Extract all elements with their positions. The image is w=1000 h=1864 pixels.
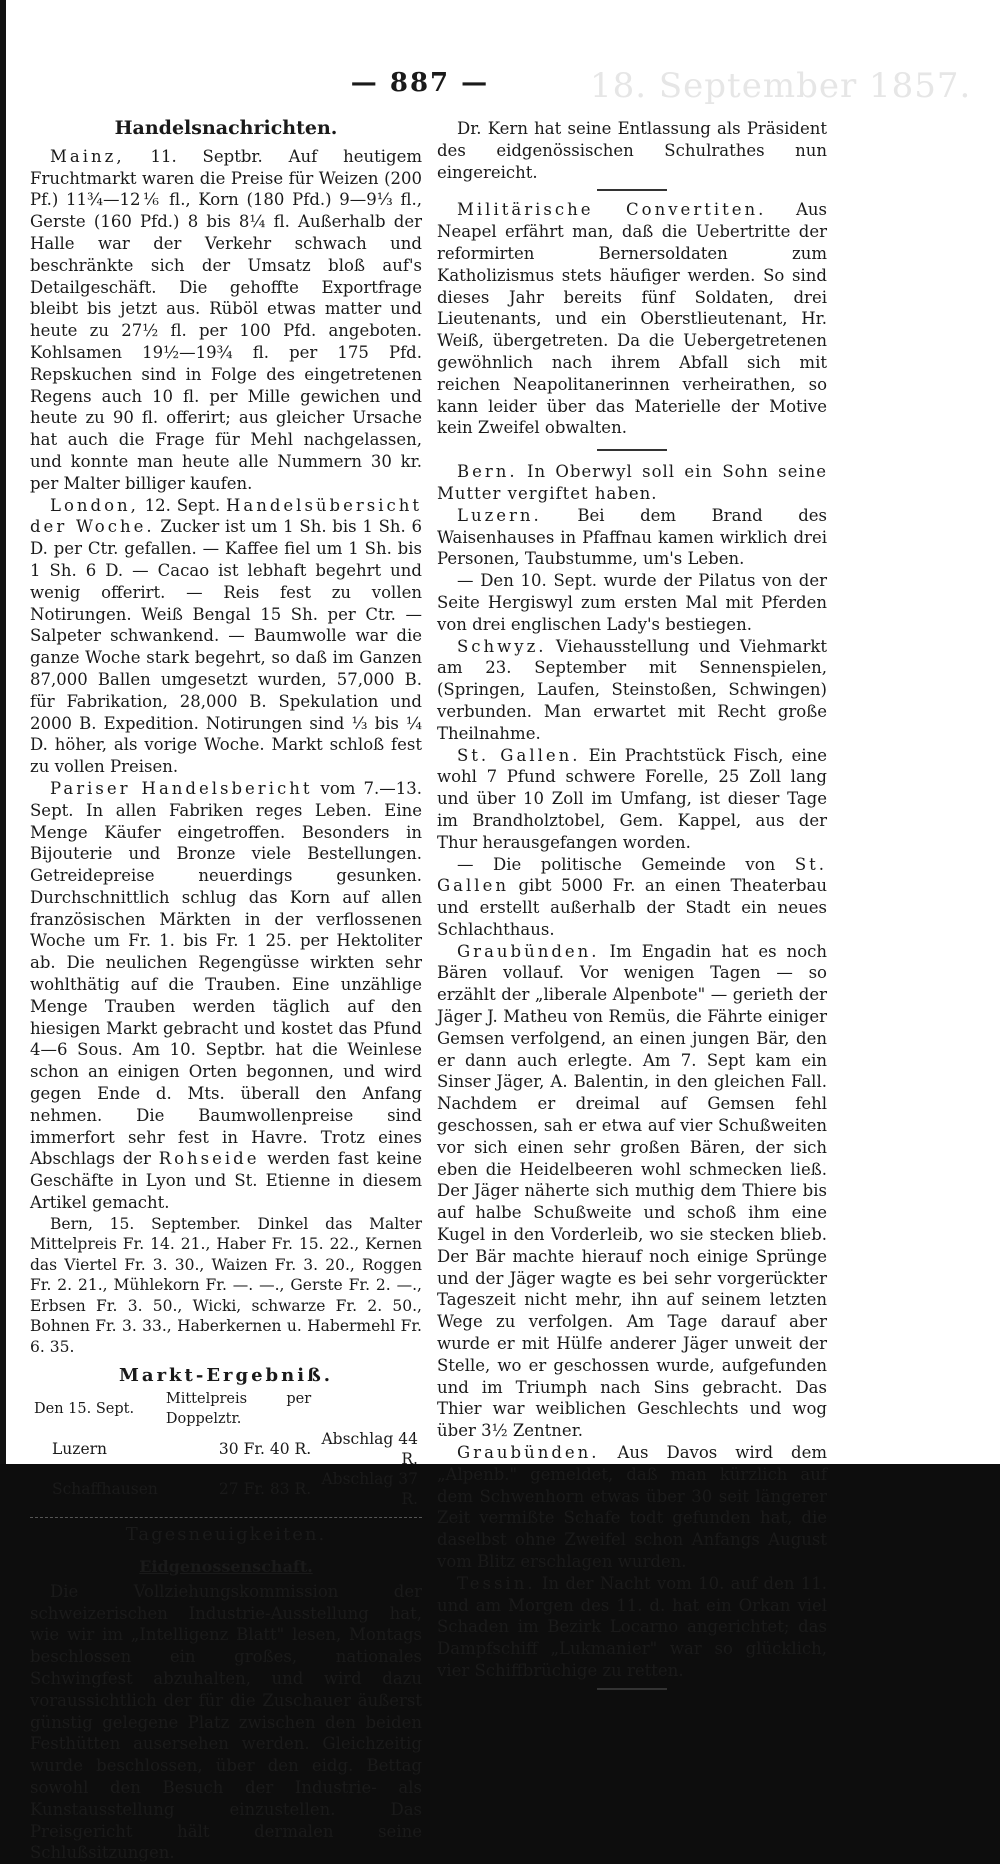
divider xyxy=(30,1517,422,1518)
article-london xyxy=(30,495,422,778)
paris-title: Pariser Handelsbericht xyxy=(50,778,313,798)
place-london: London, xyxy=(50,495,139,515)
market-header-row xyxy=(30,1389,422,1429)
market-header-date: Den 15. Sept. xyxy=(34,1401,135,1418)
article-schwyz xyxy=(437,636,827,745)
divider xyxy=(597,449,667,451)
st-gallen-2-start: — Die politische Gemeinde von xyxy=(457,854,795,874)
article-st-gallen-2 xyxy=(437,854,827,941)
paris-text-end: werden fast keine Geschäfte in Lyon und St. Etienne in diesem Artikel gemacht. xyxy=(30,1149,422,1213)
place-graubuenden: Graubünden. xyxy=(457,941,600,961)
heading-daily-news: Tagesneuigkeiten. xyxy=(125,1524,327,1546)
st-gallen-text: Ein Prachtstück Fisch, eine wohl 7 Pfund schwere Forelle, 25 Zoll lang und über 10 Zoll im Umfang, ist dieser Tage im Brandholztobel, Gem. Kappel, aus der Thur herausgefangen worden. xyxy=(437,745,827,852)
page-number: — 887 — xyxy=(350,68,490,98)
place-st-gallen: St. Gallen. xyxy=(457,745,581,765)
place-tessin: Tessin. xyxy=(457,1573,536,1593)
graubuenden-2-text: Aus Davos wird dem „Alpenb." gemeldet, daß man kürzlich auf dem Schwenhorn etwas über 30 seit längerer Zeit vermißte Schafe todt gefunden hat, die daselbst ohne Zweifel schon Anfangs August vom Blitz erschlagen wurden. xyxy=(437,1443,827,1571)
heading-trade-news: Handelsnachrichten. xyxy=(114,117,338,139)
divider xyxy=(597,1688,667,1690)
market-change: Abschlag 44 R. xyxy=(321,1430,418,1469)
tessin-text: In der Nacht vom 10. auf den 11. und am Morgen des 11. d. hat ein Orkan viel Schaden im Bezirk Locarno angerichtet; das Dampfschiff „Lukmanier" war so glücklich, vier Schiffbrüchige zu retten. xyxy=(437,1573,827,1680)
schwyz-text: Viehausstellung und Viehmarkt am 23. September mit Sennenspielen, (Springen, Laufen, Steinstoßen, Schwingen) verbunden. Man erwartet mit Recht große Theilnahme. xyxy=(437,636,827,743)
article-graubuenden-1 xyxy=(437,941,827,1442)
market-price: 30 Fr. 40 R. xyxy=(218,1440,312,1459)
market-place: Luzern xyxy=(52,1440,108,1459)
military-title: Militärische Convertiten. xyxy=(457,200,767,220)
right-column xyxy=(437,118,827,1700)
bleed-through-header: 18. September 1857. xyxy=(590,66,972,106)
article-graubuenden-2 xyxy=(437,1442,827,1573)
table-row xyxy=(30,1469,422,1509)
article-confederation: Die Vollziehungskommission der schweizerischen Industrie-Ausstellung hat, wie wir im „Intelligenz Blatt" lesen, Montags beschlossen ein großes, nationales Schwingfest abzuhalten, und wird dazu voraussichtlich der für die Zuschauer äußerst günstig gelegene Platz zwischen den beiden Festhütten ausersehen werden. Gleichzeitig wurde beschlossen, über den eidg. Bettag sowohl den Besuch der Industrie- als Kunstausstellung einzustellen. Das Preisgericht hält dermalen seine Schlußsitzungen. xyxy=(30,1581,422,1863)
article-bern-prices: Bern, 15. September. Dinkel das Malter Mittelpreis Fr. 14. 21., Haber Fr. 15. 22., Kernen das Viertel Fr. 3. 30., Waizen Fr. 3. 20., Roggen Fr. 2. 21., Mühlekorn Fr. —. —., Gerste Fr. 2. —., Erbsen Fr. 3. 50., Wicki, schwarze Fr. 2. 50., Bohnen Fr. 3. 33., Haberkernen u. Habermehl Fr. 6. 35. xyxy=(30,1214,422,1356)
london-date: 12. Sept. xyxy=(138,495,226,515)
article-bern xyxy=(437,461,827,505)
place-mainz: Mainz, xyxy=(50,146,125,166)
st-gallen-2-end: gibt 5000 Fr. an einen Theaterbau und erstellt außerhalb der Stadt ein neues Schlachthaus. xyxy=(437,876,827,939)
graubuenden-1-text: Im Engadin hat es noch Bären vollauf. Vor wenigen Tagen — so erzählt der „liberale Alpenbote" — gerieth der Jäger J. Matheu von Remüs, die Fährte einiger Gemsen verfolgend, an einen jungen Bär, den er dann auch erlegte. Am 7. Sept kam ein Sinser Jäger, A. Balentin, in den gleichen Fall. Nachdem er dreimal auf Gemsen fehl geschossen, sah er etwa auf vier Schußweiten vor sich einen sehr großen Bären, der sich eben die Heidelbeeren wohl schmecken ließ. Der Jäger näherte sich muthig dem Thiere bis auf halbe Schußweite und schoß ihm eine Kugel in den Vorderleib, wo sie stecken blieb. Der Bär machte hierauf noch einige Sprünge und der Jäger wagte es bei sehr vorgerückter Tageszeit nicht mehr, ihn auf seinem letzten Wege zu verfolgen. Am Tage darauf aber wurde er mit Hülfe anderer Jäger unweit der Stelle, wo er geschossen wurde, aufgefunden und im Triumph nach Sins gebracht. Das Thier war weiblichen Geschlechts und wog über 3½ Zentner. xyxy=(437,941,827,1441)
london-title: Handelsübersicht der Woche. xyxy=(30,495,422,537)
place-bern: Bern. xyxy=(457,462,518,482)
scan-edge xyxy=(0,0,6,1464)
article-kern: Dr. Kern hat seine Entlassung als Präsident des eidgenössischen Schulrathes nun eingereicht. xyxy=(437,119,827,182)
mainz-text: 11. Septbr. Auf heutigem Fruchtmarkt waren die Preise für Weizen (200 Pf.) 11¾—12⅙ fl., Korn (180 Pfd.) 9—9⅓ fl., Gerste (160 Pfd.) 8 bis 8¼ fl. Außerhalb der Halle war der Verkehr schwach und beschränkte sich der Umsatz bloß auf's Detailgeschäft. Die gehoffte Exportfrage bleibt bis jetzt aus. Rüböl etwas matter und heute zu 27½ fl. per 100 Pfd. angeboten. Kohlsamen 19½—19¾ fl. per 175 Pfd. Repskuchen sind in Folge des eingetretenen Regens auch 10 fl. per Mille gewichen und heute zu 90 fl. offerirt; aus gleicher Ursache hat auch die Frage für Mehl nachgelassen, und konnte man heute alle Nummern 30 kr. per Malter billiger kaufen. xyxy=(30,146,422,493)
luzern-text: Bei dem Brand des Waisenhauses in Pfaffnau kamen wirklich drei Personen, Taubstumme, um's Leben. xyxy=(437,505,827,569)
place-luzern: Luzern. xyxy=(457,505,542,525)
article-st-gallen xyxy=(437,745,827,854)
bern-text: In Oberwyl soll ein Sohn seine Mutter vergiftet haben. xyxy=(437,462,827,503)
london-text: Zucker ist um 1 Sh. bis 1 Sh. 6 D. per Ctr. gefallen. — Kaffee fiel um 1 Sh. bis 1 Sh. 6 D. — Cacao ist lebhaft begehrt und wenig offerirt. — Reis fest zu vollen Notirungen. Weiß Bengal 15 Sh. per Ctr. — Salpeter schwankend. — Baumwolle war die ganze Woche stark begehrt, so daß im Ganzen 87,000 Ballen umgesetzt wurden, 57,000 B. für Fabrikation, 28,000 B. Spekulation und 2000 B. Expedition. Notirungen sind ⅓ bis ¼ D. höher, als vorige Woche. Markt schloß fest zu vollen Preisen. xyxy=(30,517,422,777)
market-header-change xyxy=(315,1389,422,1429)
paris-spaced-word: Rohseide xyxy=(158,1149,260,1169)
article-military-converts xyxy=(437,199,827,439)
market-result-title: Markt-Ergebniß. xyxy=(118,1365,334,1387)
divider xyxy=(597,189,667,191)
military-text: Aus Neapel erfährt man, daß die Uebertritte der reformirten Bernersoldaten zum Katholizismus stets häufiger werden. So sind dieses Jahr bereits fünf Soldaten, drei Lieutenants, und ein Oberstlieutenant, Hr. Weiß, übergetreten. Da die Uebergetretenen gewöhnlich nach ihrem Abfall sich mit reichen Neapolitanerinnen verheirathen, so kann leider über das Materielle der Motive kein Zweifel obwalten. xyxy=(437,200,827,438)
market-price: 27 Fr. 83 R. xyxy=(218,1480,312,1499)
article-tessin xyxy=(437,1573,827,1682)
article-mainz xyxy=(30,146,422,495)
left-column xyxy=(30,118,422,1864)
market-change: Abschlag 37 R. xyxy=(321,1470,418,1509)
place-schwyz: Schwyz. xyxy=(457,636,547,656)
market-table xyxy=(30,1389,422,1509)
market-header-price: Mittelpreis per Doppelztr. xyxy=(165,1391,312,1428)
market-place: Schaffhausen xyxy=(52,1480,158,1499)
place-graubuenden: Graubünden. xyxy=(457,1443,600,1463)
article-pilatus: — Den 10. Sept. wurde der Pilatus von der Seite Hergiswyl zum ersten Mal mit Pferden von drei englischen Lady's bestiegen. xyxy=(437,571,827,634)
article-paris xyxy=(30,778,422,1214)
heading-confederation: Eidgenossenschaft. xyxy=(139,1556,313,1576)
table-row xyxy=(30,1429,422,1469)
st-gallen-2-spaced: St. Gallen xyxy=(437,854,827,896)
paris-text: vom 7.—13. Sept. In allen Fabriken reges Leben. Eine Menge Käufer eingetroffen. Besonders in Bijouterie und Bronze viele Bestellungen. Getreidepreise neuerdings gesunken. Durchschnittlich schlug das Korn auf allen französischen Märkten in der verflossenen Woche um Fr. 1. bis Fr. 1 25. per Hektoliter ab. Die neulichen Regengüsse wirkten sehr wohlthätig auf die Trauben. Eine unzählige Menge Trauben werden täglich auf den hiesigen Markt gebracht und kostet das Pfund 4—6 Sous. Am 10. Septbr. hat die Weinlese schon an einigen Orten begonnen, und wird gegen Ende d. Mts. überall den Anfang nehmen. Die Baumwollenpreise sind immerfort sehr fest in Havre. Trotz eines Abschlags der xyxy=(30,778,422,1169)
article-luzern xyxy=(437,505,827,570)
